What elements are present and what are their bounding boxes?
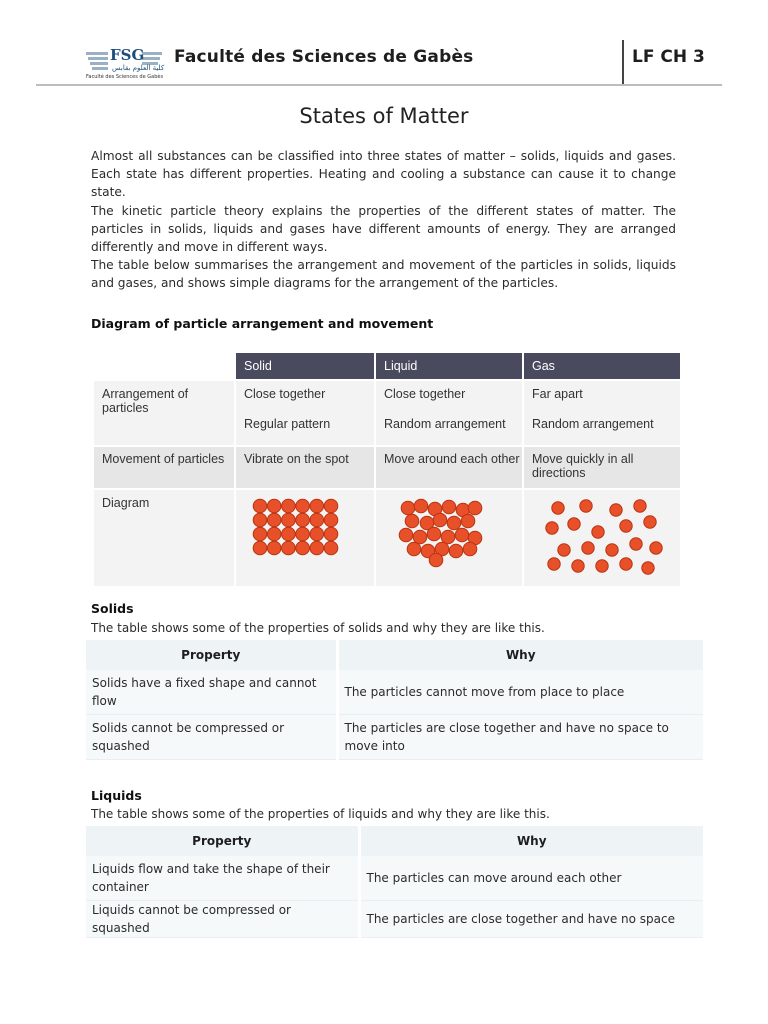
arrangement-row [93,380,680,446]
particle [282,499,296,513]
particle [650,542,662,554]
particle [296,541,310,555]
particle [267,541,281,555]
particle [267,499,281,513]
particle [455,528,469,542]
particle [427,527,441,541]
page-header [36,38,722,86]
particle [644,516,656,528]
movement-gas: Move quickly in all directions [523,446,680,489]
particle [310,513,324,527]
diagram-row [93,489,680,586]
movement-label: Movement of particles [93,446,235,489]
diagram-solid [235,489,375,586]
table-row [86,901,703,938]
particle [461,514,475,528]
particle [253,513,267,527]
particle [610,504,622,516]
particle [463,542,477,556]
header-why: Why [337,640,703,670]
arrangement-gas [523,380,680,446]
particle [433,513,447,527]
table-row [86,856,703,901]
cell-line: Close together [244,387,326,401]
why-cell: The particles are close together and have no space to move into [337,715,703,760]
particle [580,500,592,512]
particle [442,500,456,514]
particle [310,499,324,513]
particle [413,530,427,544]
header-rule [36,84,722,86]
particle [449,544,463,558]
particle [620,520,632,532]
particle [634,500,646,512]
particle [296,513,310,527]
particle [407,542,421,556]
particle [253,527,267,541]
liquids-heading: Liquids [91,788,142,803]
header-why: Why [359,826,703,856]
diagram-liquid [375,489,523,586]
particle [405,514,419,528]
particle [253,541,267,555]
particle [596,560,608,572]
table-row [86,715,703,760]
particle [568,518,580,530]
particle [310,541,324,555]
particle [282,513,296,527]
liquids-table [86,826,703,938]
particle [414,499,428,513]
logo-arabic-text: كلية العلوم بقابس [112,64,165,72]
particle [253,499,267,513]
header-property: Property [86,640,337,670]
particle [582,542,594,554]
particle [282,541,296,555]
particle [552,502,564,514]
particle [296,527,310,541]
header-divider [622,40,624,86]
particle [592,526,604,538]
solids-table-header [86,640,703,670]
liquids-intro: The table shows some of the properties of liquids and why they are like this. [91,807,550,821]
liquid-particle-diagram [384,492,522,578]
arrangement-label: Arrangement of particles [93,380,235,446]
particle [447,516,461,530]
header-blank [93,353,235,380]
particle [572,560,584,572]
diagram-label: Diagram [93,489,235,586]
cell-line: Regular pattern [244,417,331,431]
why-cell: The particles cannot move from place to place [337,670,703,715]
solid-particle-diagram [244,492,374,578]
paragraph: The kinetic particle theory explains the properties of the different states of matter. The particles in solids, liquids and gases have different amounts of energy. They are arranged differently and move in different ways. [91,203,676,255]
property-cell: Liquids flow and take the shape of their container [86,856,359,901]
particle [296,499,310,513]
cell-line: Far apart [532,387,583,401]
particle [546,522,558,534]
particle [620,558,632,570]
particle [399,528,413,542]
solids-intro: The table shows some of the properties of solids and why they are like this. [91,621,545,635]
liquids-table-header [86,826,703,856]
particle [267,513,281,527]
particle [468,501,482,515]
particle [630,538,642,550]
paragraph: The table below summarises the arrangement and movement of the particles in solids, liquids and gases, and shows simple diagrams for the arrangement of the particles. [91,258,676,291]
movement-row [93,446,680,489]
table-row [86,670,703,715]
logo-french-text: Faculté des Sciences de Gabès [86,74,164,80]
solids-heading: Solids [91,601,134,616]
why-cell: The particles are close together and have no space [359,901,703,938]
header-liquid: Liquid [375,353,523,380]
gas-particle-diagram [532,492,680,578]
particle [282,527,296,541]
movement-liquid: Move around each other [375,446,523,489]
header-property: Property [86,826,359,856]
faculty-name: Faculté des Sciences de Gabès [174,47,474,67]
particle-section-heading: Diagram of particle arrangement and movement [91,316,434,331]
particle [267,527,281,541]
chapter-label: LF CH 3 [632,47,705,67]
particle [310,527,324,541]
movement-solid: Vibrate on the spot [235,446,375,489]
header-gas: Gas [523,353,680,380]
diagram-gas [523,489,680,586]
cell-line: Random arrangement [532,417,654,431]
property-cell: Liquids cannot be compressed or squashed [86,901,359,938]
page-title: States of Matter [299,104,469,128]
particle [324,527,338,541]
paragraph: Almost all substances can be classified into three states of matter – solids, liquids and gases. Each state has different properties. Heating and cooling a substance can cause it to change state. [91,149,676,200]
particle [324,499,338,513]
particle [606,544,618,556]
particle [548,558,560,570]
intro-paragraphs [91,147,676,293]
particle-table-header [93,353,680,380]
cell-line: Close together [384,387,466,401]
arrangement-liquid [375,380,523,446]
particle [324,541,338,555]
cell-line: Random arrangement [384,417,506,431]
particle [558,544,570,556]
property-cell: Solids have a fixed shape and cannot flow [86,670,337,715]
header-solid: Solid [235,353,375,380]
particle [324,513,338,527]
why-cell: The particles can move around each other [359,856,703,901]
particle-table [92,353,680,586]
property-cell: Solids cannot be compressed or squashed [86,715,337,760]
particle [401,501,415,515]
particle [441,530,455,544]
particle [429,553,443,567]
solids-table [86,640,703,760]
logo-text: FSG [110,46,145,64]
arrangement-solid [235,380,375,446]
particle [642,562,654,574]
